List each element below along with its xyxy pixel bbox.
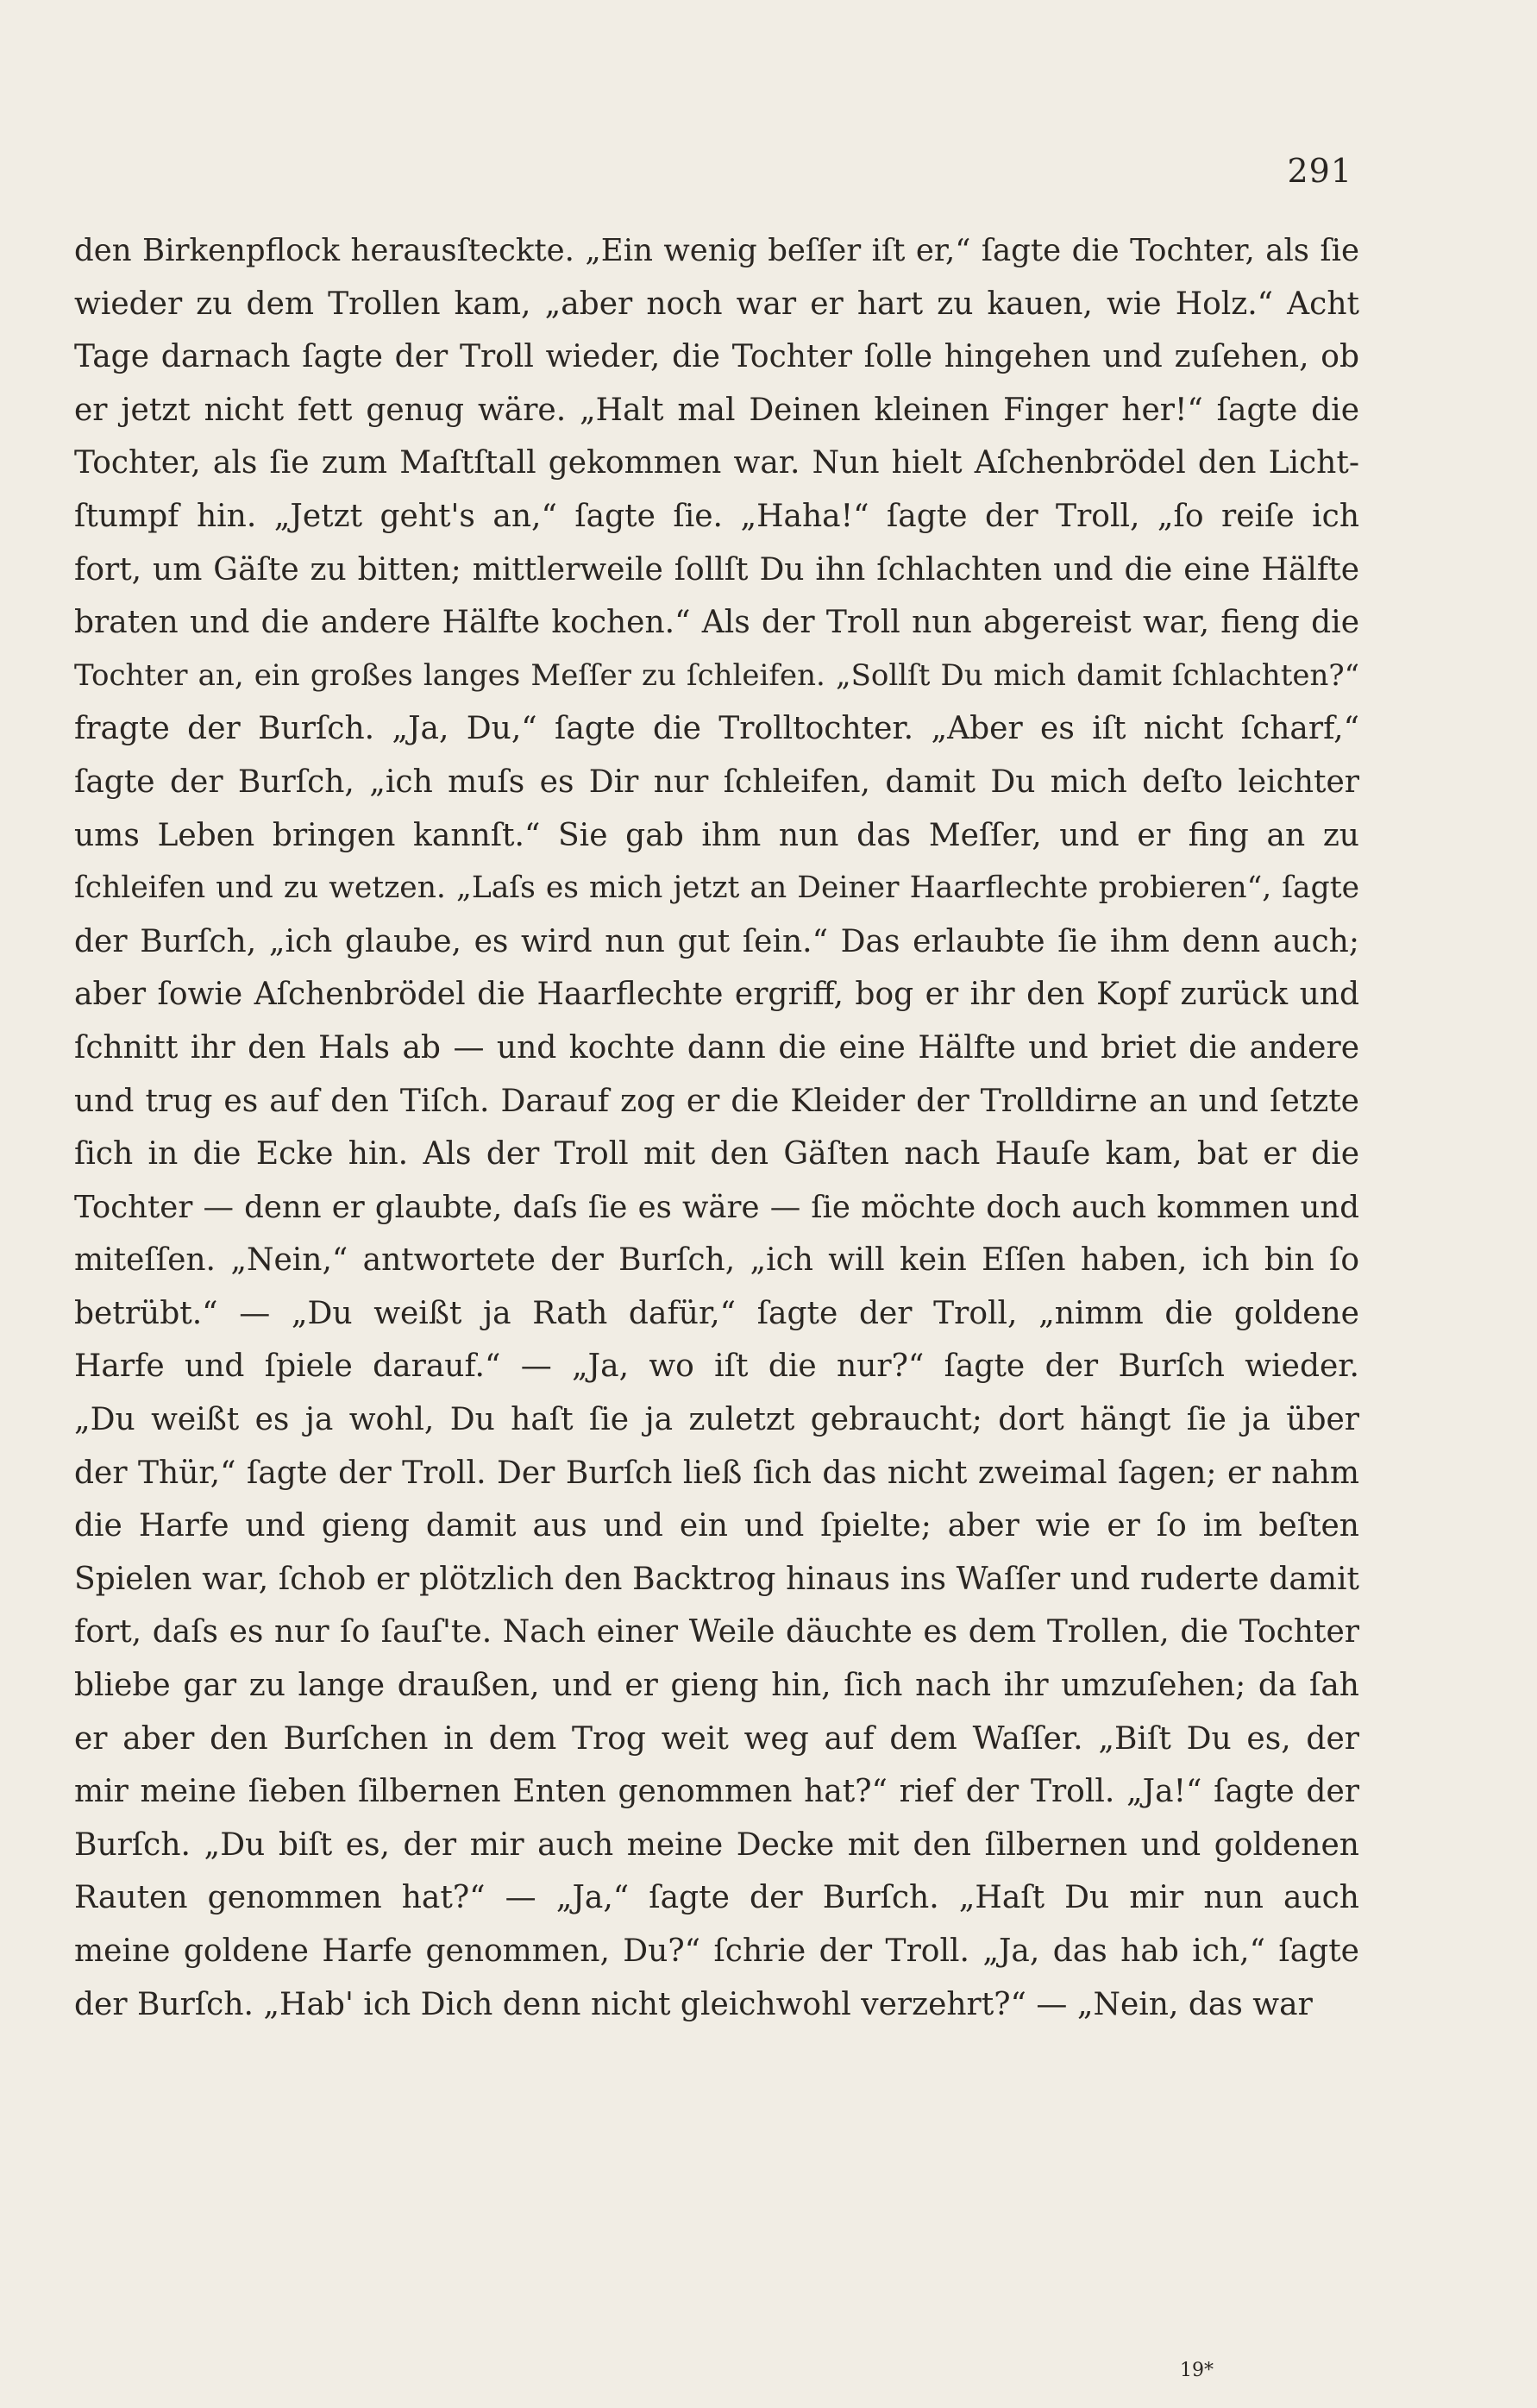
text-line: die Harfe und gieng damit aus und ein und ſpielte; aber wie er ſo im beſten xyxy=(74,1508,1359,1544)
text-line: fort, daſs es nur ſo ſauſ'te. Nach einer Weile däuchte es dem Trollen, die Tochter xyxy=(74,1614,1359,1650)
text-line: der Burſch, „ich glaube, es wird nun gut ſein.“ Das erlaubte ſie ihm denn auch; xyxy=(74,923,1359,959)
text-line: Tochter, als ſie zum Maſtſtall gekommen war. Nun hielt Aſchenbrödel den Licht- xyxy=(74,445,1359,481)
text-line: meine goldene Harfe genommen, Du?“ ſchrie der Troll. „Ja, das hab ich,“ ſagte xyxy=(74,1933,1359,1969)
text-line: miteſſen. „Nein,“ antwortete der Burſch, „ich will kein Eſſen haben, ich bin ſo xyxy=(74,1242,1359,1279)
text-line: Spielen war, ſchob er plötzlich den Backtrog hinaus ins Waſſer und ruderte damit xyxy=(74,1561,1359,1597)
text-line: der Burſch. „Hab' ich Dich denn nicht gleichwohl verzehrt?“ — „Nein, das war xyxy=(74,1986,1313,2022)
text-line: betrübt.“ — „Du weißt ja Rath dafür,“ ſagte der Troll, „nimm die goldene xyxy=(74,1295,1359,1331)
text-line: ſich in die Ecke hin. Als der Troll mit den Gäſten nach Hauſe kam, bat er die xyxy=(74,1136,1359,1173)
text-line: Tochter — denn er glaubte, daſs ſie es wäre — ſie möchte doch auch kommen und xyxy=(74,1189,1359,1225)
body-text xyxy=(74,224,1359,2031)
text-line: er jetzt nicht fett genug wäre. „Halt mal Deinen kleinen Finger her!“ ſagte die xyxy=(74,392,1359,428)
text-line: Tochter an, ein großes langes Meſſer zu ſchleifen. „Sollſt Du mich damit ſchlachten?“ xyxy=(74,657,1359,693)
text-line: ſchnitt ihr den Hals ab — und kochte dann die eine Hälfte und briet die andere xyxy=(74,1029,1359,1066)
text-line: Tage darnach ſagte der Troll wieder, die Tochter ſolle hingehen und zuſehen, ob xyxy=(74,339,1359,375)
text-line: „Du weißt es ja wohl, Du haſt ſie ja zuletzt gebraucht; dort hängt ſie ja über xyxy=(74,1402,1359,1438)
text-line: ſchleifen und zu wetzen. „Laſs es mich jetzt an Deiner Haarflechte probieren“, ſagte xyxy=(74,871,1359,906)
text-line: Harfe und ſpiele darauf.“ — „Ja, wo iſt die nur?“ ſagte der Burſch wieder. xyxy=(74,1349,1359,1385)
text-line: den Birkenpflock herausſteckte. „Ein wenig beſſer iſt er,“ ſagte die Tochter, als ſie xyxy=(74,233,1359,268)
text-line: Burſch. „Du biſt es, der mir auch meine Decke mit den ſilbernen und goldenen xyxy=(74,1826,1359,1863)
text-line: fort, um Gäſte zu bitten; mittlerweile ſollſt Du ihn ſchlachten und die eine Hälfte xyxy=(74,551,1359,588)
text-line: wieder zu dem Trollen kam, „aber noch war er hart zu kauen, wie Holz.“ Acht xyxy=(74,286,1359,322)
text-line: Rauten genommen hat?“ — „Ja,“ ſagte der Burſch. „Haſt Du mir nun auch xyxy=(74,1880,1359,1916)
text-line: er aber den Burſchen in dem Trog weit weg auf dem Waſſer. „Biſt Du es, der xyxy=(74,1720,1359,1757)
text-line: aber ſowie Aſchenbrödel die Haarflechte ergriff, bog er ihr den Kopf zurück und xyxy=(74,977,1359,1013)
text-line: ſagte der Burſch, „ich muſs es Dir nur ſchleifen, damit Du mich deſto leichter xyxy=(74,764,1359,800)
text-line: der Thür,“ ſagte der Troll. Der Burſch ließ ſich das nicht zweimal ſagen; er nahm xyxy=(74,1455,1359,1491)
text-line: fragte der Burſch. „Ja, Du,“ ſagte die Trolltochter. „Aber es iſt nicht ſcharf,“ xyxy=(74,711,1359,747)
text-line: ſtumpf hin. „Jetzt geht's an,“ ſagte ſie. „Haha!“ ſagte der Troll, „ſo reiſe ich xyxy=(74,498,1359,534)
text-line: ums Leben bringen kannſt.“ Sie gab ihm nun das Meſſer, und er fing an zu xyxy=(74,817,1359,853)
text-line: mir meine ſieben ſilbernen Enten genommen hat?“ rief der Troll. „Ja!“ ſagte der xyxy=(74,1774,1359,1810)
text-line: und trug es auf den Tiſch. Darauf zog er die Kleider der Trolldirne an und ſetzte xyxy=(74,1083,1359,1119)
signature-mark: 19* xyxy=(1180,2360,1214,2381)
text-line: braten und die andere Hälfte kochen.“ Als der Troll nun abgereist war, fieng die xyxy=(74,605,1359,641)
text-line: bliebe gar zu lange draußen, und er gieng hin, ſich nach ihr umzuſehen; da ſah xyxy=(74,1668,1359,1704)
page-number: 291 xyxy=(1287,152,1352,190)
